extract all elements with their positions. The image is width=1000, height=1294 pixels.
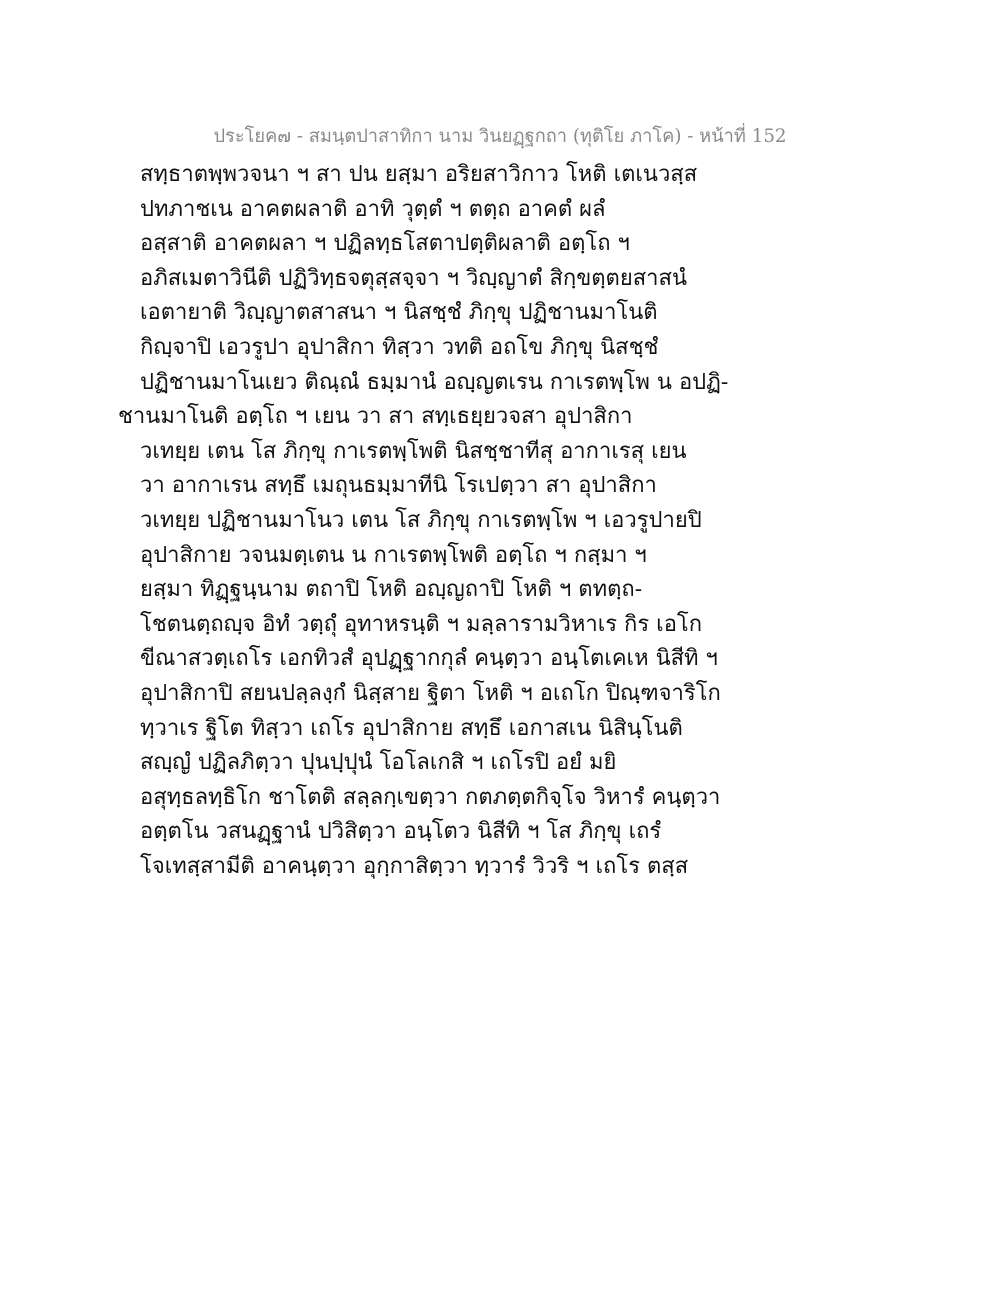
text-line: กิญฺจาปิ เอวรูปา อุปาสิกา ทิสฺวา วทติ อถโข ภิกฺขุ นิสชฺชํ <box>140 334 659 360</box>
text-line: อสุทฺธลทฺธิโก ชาโตติ สลฺลกฺเขตฺวา กตภตฺตกิจฺโจ วิหารํ คนฺตฺวา <box>140 784 721 810</box>
text-line: สทฺธาตพฺพวจนา ฯ สา ปน ยสฺมา อริยสาวิกาว โหติ เตเนวสฺส <box>140 162 698 187</box>
text-line: สญฺญํ ปฏิลภิตฺวา ปุนปฺปุนํ โอโลเกสิ ฯ เถโรปิ อยํ มยิ <box>140 750 617 776</box>
text-line: ชานมาโนติ อตฺโถ ฯ เยน วา สา สทฺเธยฺยวจสา อุปาสิกา <box>118 404 633 430</box>
text-line: อตฺตโน วสนฏฺฐานํ ปวิสิตฺวา อนฺโตว นิสีทิ ฯ โส ภิกฺขุ เถรํ <box>140 819 662 845</box>
text-line: วเทยฺย เตน โส ภิกฺขุ กาเรตพฺโพติ นิสชฺชาทีสุ อากาเรสุ เยน <box>140 438 687 464</box>
text-line: ปฏิชานมาโนเยว ติณฺณํ ธมฺมานํ อญฺญตเรน กาเรตพฺโพ น อปฏิ- <box>140 369 729 395</box>
text-line: โจเทสฺสามีติ อาคนฺตฺวา อุกฺกาสิตฺวา ทฺวารํ วิวริ ฯ เถโร ตสฺส <box>140 853 689 879</box>
text-line: โชตนตฺถญฺจ อิทํ วตฺถุํ อุทาหรนฺติ ฯ มลฺลารามวิหาเร กิร เอโก <box>140 611 703 637</box>
text-line: อุปาสิกาปิ สยนปลฺลงฺกํ นิสฺสาย ฐิตา โหติ ฯ อเถโก ปิณฺฑจาริโก <box>140 680 721 706</box>
text-line: ยสฺมา ทิฏฺฐนฺนาม ตถาปิ โหติ อญฺญถาปิ โหติ ฯ ตทตฺถ- <box>140 577 643 603</box>
page-header: ประโยค๗ - สมนฺตปาสาทิกา นาม วินยฏฺฐกถา (ทุติโย ภาโค) - หน้าที่ 152 <box>213 126 787 147</box>
text-line: ขีณาสวตฺเถโร เอกทิวสํ อุปฏฺฐากกุลํ คนฺตฺวา อนฺโตเคเห นิสีทิ ฯ <box>140 646 718 672</box>
text-line: เอตายาติ วิญฺญาตสาสนา ฯ นิสชฺชํ ภิกฺขุ ปฏิชานมาโนติ <box>140 300 658 326</box>
body-text <box>118 158 729 884</box>
text-line: ทฺวาเร ฐิโต ทิสฺวา เถโร อุปาสิกาย สทฺธึ เอกาสเน นิสินฺโนติ <box>140 715 683 741</box>
text-line: ปทภาชเน อาคตผลาติ อาทิ วุตฺตํ ฯ ตตฺถ อาคตํ ผลํ <box>140 196 606 222</box>
text-line: อุปาสิกาย วจนมตฺเตน น กาเรตพฺโพติ อตฺโถ ฯ กสฺมา ฯ <box>140 542 647 568</box>
text-line: วา อากาเรน สทฺธึ เมถุนธมฺมาทีนิ โรเปตฺวา สา อุปาสิกา <box>140 473 657 499</box>
text-line: อภิสเมตาวินีติ ปฏิวิทฺธจตุสฺสจฺจา ฯ วิญฺญาตํ สิกฺขตฺตยสาสนํ <box>140 265 687 291</box>
text-line: วเทยฺย ปฏิชานมาโนว เตน โส ภิกฺขุ กาเรตพฺโพ ฯ เอวรูปายปิ <box>140 507 702 533</box>
text-line: อสฺสาติ อาคตผลา ฯ ปฏิลทฺธโสตาปตฺติผลาติ อตฺโถ ฯ <box>140 231 630 257</box>
